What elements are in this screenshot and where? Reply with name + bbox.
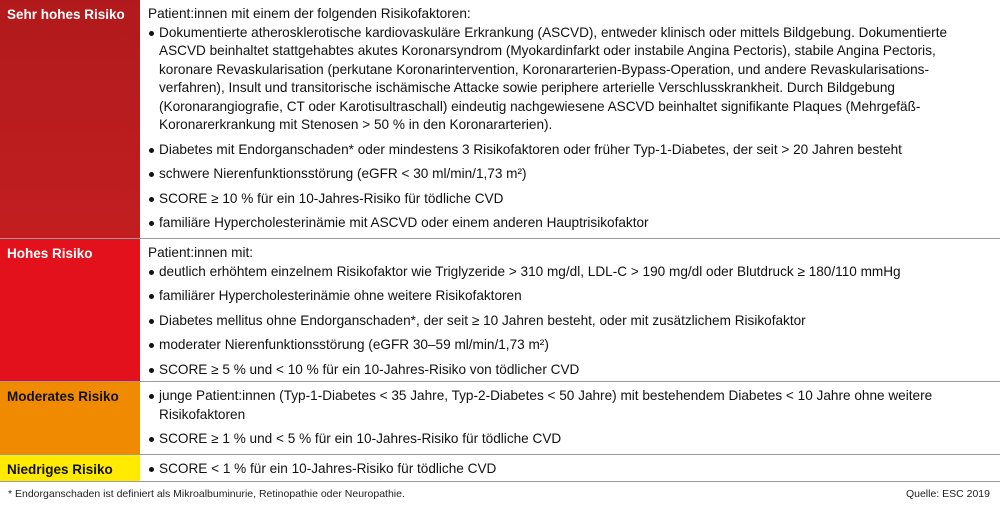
criterion-item: Diabetes mellitus ohne Endorganschaden*, der seit ≥ 10 Jahren besteht, oder mit zusätzlichem Risikofaktor: [148, 312, 992, 331]
risk-row-moderate: [0, 382, 1000, 455]
criterion-item: junge Patient:innen (Typ-1-Diabetes < 35 Jahre, Typ-2-Diabetes < 50 Jahre) mit bestehendem Diabetes < 10 Jahre ohne weitere Risikofaktoren: [148, 387, 992, 424]
criterion-item: SCORE ≥ 10 % für ein 10-Jahres-Risiko für tödliche CVD: [148, 190, 992, 209]
risk-content-low: [140, 455, 1000, 481]
criterion-item: deutlich erhöhtem einzelnem Risikofaktor wie Triglyzeride > 310 mg/dl, LDL-C > 190 mg/dl oder Blutdruck ≥ 180/110 mmHg: [148, 263, 992, 282]
criteria-list: [148, 460, 992, 479]
risk-label-low: Niedriges Risiko: [0, 455, 140, 481]
table-footer: [0, 486, 1000, 504]
criterion-item: familiärer Hypercholesterinämie ohne weitere Risikofaktoren: [148, 287, 992, 306]
risk-row-low: [0, 455, 1000, 482]
criteria-list: [148, 24, 992, 233]
risk-content-very-high: [140, 0, 1000, 238]
footnote: * Endorganschaden ist definiert als Mikroalbuminurie, Retinopathie oder Neuropathie.: [8, 488, 405, 500]
source-credit: Quelle: ESC 2019: [905, 488, 990, 500]
risk-content-high: [140, 239, 1000, 381]
criteria-list: [148, 387, 992, 449]
risk-row-very-high: [0, 0, 1000, 239]
criterion-item: Diabetes mit Endorganschaden* oder mindestens 3 Risikofaktoren oder früher Typ-1-Diabetes, der seit > 20 Jahren besteht: [148, 141, 992, 160]
criterion-item: SCORE ≥ 5 % und < 10 % für ein 10-Jahres-Risiko von tödlicher CVD: [148, 361, 992, 380]
risk-content-moderate: [140, 382, 1000, 454]
criterion-item: schwere Nierenfunktionsstörung (eGFR < 30 ml/min/1,73 m²): [148, 165, 992, 184]
risk-label-very-high: Sehr hohes Risiko: [0, 0, 140, 238]
criterion-item: SCORE < 1 % für ein 10-Jahres-Risiko für tödliche CVD: [148, 460, 992, 479]
criterion-item: Dokumentierte atherosklerotische kardiovaskuläre Erkrankung (ASCVD), entweder klinisch oder mittels Bildgebung. Dokumentierte ASCVD beinhaltet stattgehabtes akutes Koronarsyndrom (Myokardinfarkt oder instabile Angina Pectoris), stabile Angina Pectoris, koronare Revaskularisation (perkutane Koronarintervention, Koronararterien-Bypass-Operation, und andere Revaskularisations-verfahren), Insult und transitorische ischämische Attacke sowie periphere arterielle Verschlusskrankheit. Durch Bildgebung (Koronarangiografie, CT oder Karotisultraschall) eindeutig nachgewiesene ASCVD beinhaltet signifikante Plaques (Mehrgefäß-Koronarerkrankung mit Stenosen > 50 % in den Koronararterien).: [148, 24, 992, 135]
risk-row-high: [0, 239, 1000, 382]
criterion-item: moderater Nierenfunktionsstörung (eGFR 30–59 ml/min/1,73 m²): [148, 336, 992, 355]
risk-label-moderate: Moderates Risiko: [0, 382, 140, 454]
risk-label-high: Hohes Risiko: [0, 239, 140, 381]
risk-intro: Patient:innen mit einem der folgenden Risikofaktoren:: [148, 6, 471, 21]
criteria-list: [148, 263, 992, 380]
criterion-item: familiäre Hypercholesterinämie mit ASCVD oder einem anderen Hauptrisikofaktor: [148, 214, 992, 233]
criterion-item: SCORE ≥ 1 % und < 5 % für ein 10-Jahres-Risiko für tödliche CVD: [148, 430, 992, 449]
risk-intro: Patient:innen mit:: [148, 245, 254, 260]
